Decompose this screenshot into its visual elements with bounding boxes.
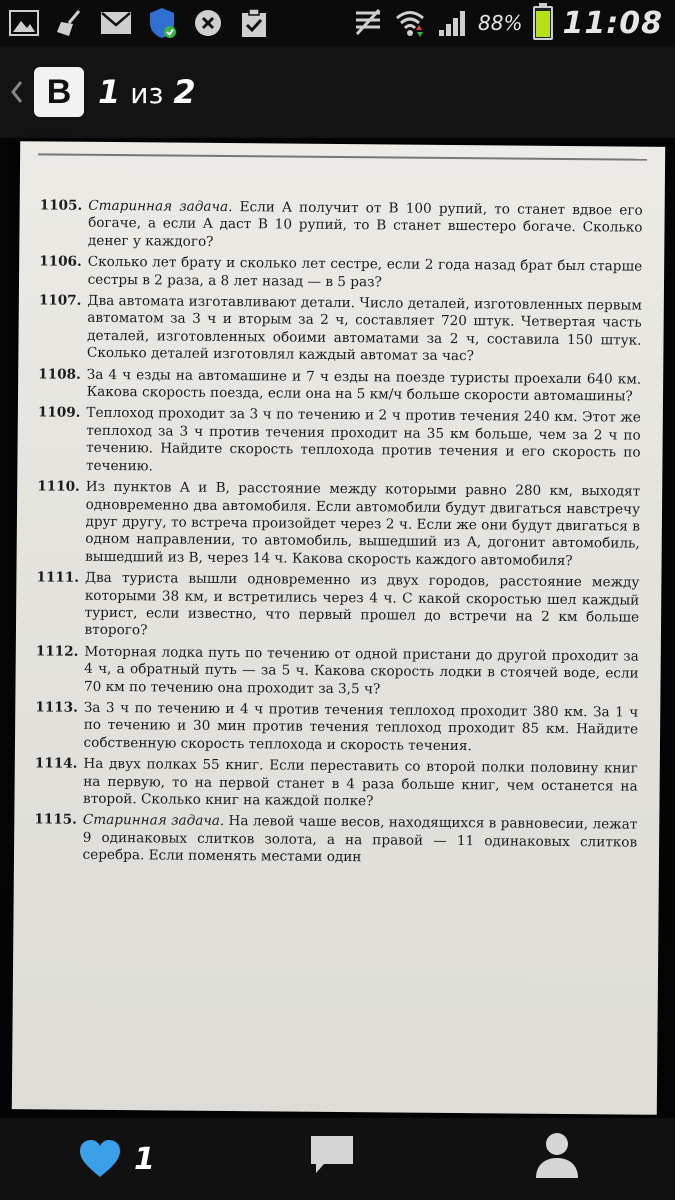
- problem-number: 1115.: [34, 811, 77, 829]
- gallery-icon: [8, 8, 40, 38]
- wifi-icon: [394, 8, 426, 38]
- problem-body: Теплоход проходит за 3 ч по течению и 2 ч против течения 240 км. Этот же теплоход за 3 ч против течения проходит на 35 км больше, чем за 2 ч по течению. Найдите скорость теплохода против течения и его скорость по течению.: [85, 405, 641, 475]
- problem-item: [35, 699, 638, 756]
- problem-body: Моторная лодка путь по течению от одной пристани до другой проходит за 4 ч, а обратный путь — за 5 ч. Какова скорость лодки в стоячей воде, если 70 км по течению она проходит за 3,5 ч?: [83, 643, 639, 697]
- problem-item: [37, 478, 641, 570]
- problem-body: Из пунктов A и B, расстояние между которыми равно 280 км, выходят одновременно два автомобиля. Если автомобили будут двигаться навстречу друг другу, то встреча произойдет через 2 ч. Если же они будут двигаться в одном направлении, то автомобиль, вышедший из A, догонит автомобиль, вышедший из B, через 14 ч. Какова скорость каждого автомобиля?: [85, 478, 641, 569]
- user-icon: [534, 1130, 580, 1180]
- photo-total-count: 2: [173, 73, 196, 111]
- problem-title: Старинная задача.: [82, 812, 225, 830]
- action-bar: [0, 1118, 675, 1200]
- problem-text: [83, 812, 638, 869]
- problem-text: [88, 254, 643, 294]
- problem-body: Два автомата изготавливают детали. Число деталей, изготовленных первым автоматом за 3 ч и вторым за 2 ч, составляет 720 штук. Четвертая часть деталей, изготовленных обоими автоматами за 2 ч, составила 150 штук. Сколько деталей изготовлял каждый автомат за час?: [86, 292, 642, 365]
- document-photo: [12, 141, 665, 1115]
- problem-body: За 4 ч езды на автомашине и 7 ч езды на поезде туристы проехали 640 км. Какова скорость поезда, если она на 5 км/ч больше скорости автомашины?: [86, 366, 642, 405]
- close-circle-icon: [192, 8, 224, 38]
- problem-number: 1108.: [38, 366, 81, 383]
- mail-icon: [100, 8, 132, 38]
- problem-number: 1112.: [35, 643, 79, 660]
- problem-text: [86, 405, 641, 479]
- problem-number: 1106.: [39, 253, 82, 270]
- problem-body: За 3 ч по течению и 4 ч против течения теплоход проходит 380 км. За 1 ч по течению и 30 мин против течения теплоход проходит 85 км. Найдите собственную скорость теплохода и скорость течения.: [83, 699, 639, 754]
- profile-button[interactable]: [534, 1130, 580, 1184]
- page-top-rule: [38, 153, 647, 160]
- heart-icon: [78, 1139, 122, 1179]
- signal-icon: [436, 8, 468, 38]
- problem-item: [37, 405, 641, 480]
- problem-item: [35, 643, 638, 700]
- notification-icons: [8, 8, 270, 38]
- viewer-header: [0, 46, 675, 138]
- clipboard-check-icon: [238, 8, 270, 38]
- problem-text: [88, 198, 643, 255]
- problem-body: На двух полках 55 книг. Если переставить со второй полки половину книг на первую, то на первой станет в 4 раза больше книг, чем останется на второй. Сколько книг на каждой полке?: [83, 755, 638, 810]
- problem-item: [38, 366, 641, 406]
- problem-text: [83, 756, 638, 813]
- problem-title: Старинная задача.: [88, 197, 233, 216]
- battery-percent: 88%: [478, 11, 523, 35]
- problem-item: [34, 812, 637, 869]
- problem-number: 1111.: [36, 569, 80, 586]
- problem-item: [36, 569, 640, 644]
- problem-item: [39, 254, 642, 294]
- cleaner-icon: [54, 8, 86, 38]
- system-indicators: [352, 6, 663, 41]
- problem-text: [84, 570, 639, 644]
- clock: 11:08: [562, 5, 663, 41]
- battery-level-fill: [536, 11, 550, 37]
- problem-list: [34, 197, 643, 873]
- problem-text: [87, 293, 642, 367]
- problem-body: Если A получит от B 100 рупий, то станет вдвое его богаче, а если A даст B 10 рупий, то B станет вшестеро богаче. Сколько денег у каждого?: [87, 199, 643, 250]
- problem-number: 1107.: [38, 292, 82, 309]
- photo-current-index: 1: [98, 73, 121, 111]
- comment-icon: [308, 1133, 356, 1177]
- problem-number: 1110.: [37, 478, 80, 495]
- status-bar: [0, 0, 675, 46]
- photo-counter: [98, 73, 196, 111]
- battery-icon: [533, 6, 553, 40]
- problem-number: 1109.: [37, 404, 81, 422]
- comment-button[interactable]: [308, 1133, 356, 1181]
- problem-body: Сколько лет брату и сколько лет сестре, если 2 года назад брат был старше сестры в 2 раза, а 8 лет назад — в 5 раз?: [87, 254, 643, 290]
- like-button[interactable]: [78, 1139, 155, 1179]
- problem-body: Два туриста вышли одновременно из двух городов, расстояние между которыми 38 км, и встретились через 4 ч. С какой скоростью шел каждый турист, если известно, что первый прошел до встречи на 2 км больше второго?: [84, 569, 640, 639]
- problem-item: [34, 756, 637, 813]
- photo-counter-separator: из: [130, 77, 164, 110]
- problem-text: [83, 700, 638, 757]
- problem-text: [84, 644, 639, 701]
- problem-item: [38, 292, 642, 367]
- mute-icon: [352, 8, 384, 38]
- problem-number: 1113.: [35, 699, 78, 716]
- back-chevron-icon[interactable]: [4, 80, 30, 104]
- problem-body: На левой чаше весов, находящихся в равновесии, лежат 9 одинаковых слитков золота, а на правой — 11 одинаковых слитков серебра. Если поменять местами один: [82, 813, 638, 866]
- problem-text: [87, 366, 642, 406]
- problem-text: [85, 479, 640, 571]
- problem-item: [39, 197, 642, 254]
- vk-app-logo[interactable]: B: [34, 67, 84, 117]
- problem-number: 1105.: [39, 197, 83, 214]
- like-count: 1: [134, 1141, 155, 1177]
- problem-number: 1114.: [34, 755, 78, 772]
- photo-viewer[interactable]: [0, 138, 675, 1118]
- shield-icon: [146, 8, 178, 38]
